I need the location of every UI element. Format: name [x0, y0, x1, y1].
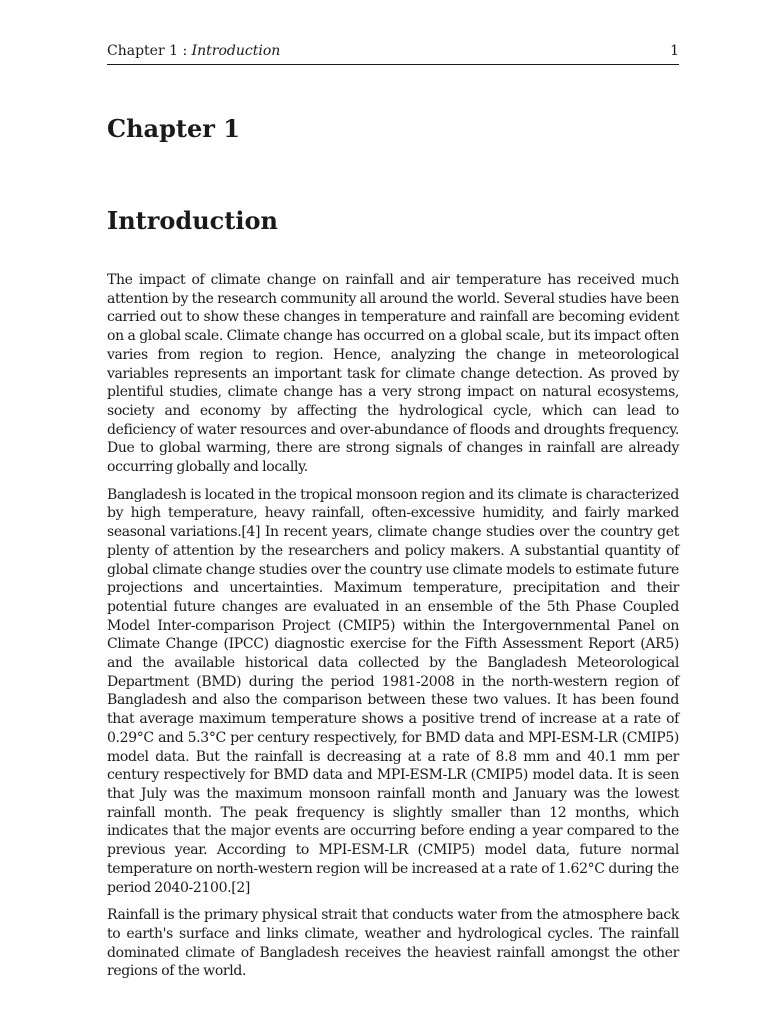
chapter-label: Chapter 1 [107, 114, 240, 143]
paragraph: Bangladesh is located in the tropical monsoon region and its climate is characterized by high temperature, heavy rainfall, often-excessive humidity, and fairly marked seasonal variations.[4] In recent years, climate change studies over the country get plenty of attention by the researchers and policy makers. A substantial quantity of global climate change studies over the country use climate models to estimate future projections and uncertainties. Maximum temperature, precipitation and their potential future changes are evaluated in an ensemble of the 5th Phase Coupled Model Inter-comparison Project (CMIP5) within the Intergovernmental Panel on Climate Change (IPCC) diagnostic exercise for the Fifth Assessment Report (AR5) and the available historical data collected by the Bangladesh Meteorological Department (BMD) during the period 1981-2008 in the north-western region of Bangladesh and also the comparison between these two values. It has been found that average maximum temperature shows a positive trend of increase at a rate of 0.29°C and 5.3°C per century respectively, for BMD data and MPI-ESM-LR (CMIP5) model data. But the rainfall is decreasing at a rate of 8.8 mm and 40.1 mm per century respectively for BMD data and MPI-ESM-LR (CMIP5) model data. It is seen that July was the maximum monsoon rainfall month and January was the lowest rainfall month. The peak frequency is slightly smaller than 12 months, which indicates that the major events are occurring before ending a year compared to the previous year. According to MPI-ESM-LR (CMIP5) model data, future normal temperature on north-western region will be increased at a rate of 1.62°C during the period 2040-2100.[2] [107, 486, 679, 896]
page-number: 1 [670, 43, 679, 59]
document-page [107, 40, 679, 990]
running-header [107, 40, 679, 65]
running-header-chapter [107, 40, 280, 62]
running-header-prefix: Chapter 1 : [107, 43, 192, 59]
paragraph: Rainfall is the primary physical strait that conducts water from the atmosphere back to earth's surface and links climate, weather and hydrological cycles. The rainfall dominated climate of Bangladesh receives the heaviest rainfall amongst the other regions of the world. [107, 907, 679, 980]
chapter-title: Introduction [107, 206, 278, 235]
paragraph: The impact of climate change on rainfall and air temperature has received much attention by the research community all around the world. Several studies have been carried out to show these changes in temperature and rainfall are becoming evident on a global scale. Climate change has occurred on a global scale, but its impact often varies from region to region. Hence, analyzing the change in meteorological variables represents an important task for climate change detection. As proved by plentiful studies, climate change has a very strong impact on natural ecosystems, society and economy by affecting the hydrological cycle, which can lead to deficiency of water resources and over-abundance of floods and droughts frequency. Due to global warming, there are strong signals of changes in rainfall are already occurring globally and locally. [107, 272, 679, 476]
body-text [107, 271, 679, 981]
running-header-chapter-name: Introduction [191, 43, 281, 59]
